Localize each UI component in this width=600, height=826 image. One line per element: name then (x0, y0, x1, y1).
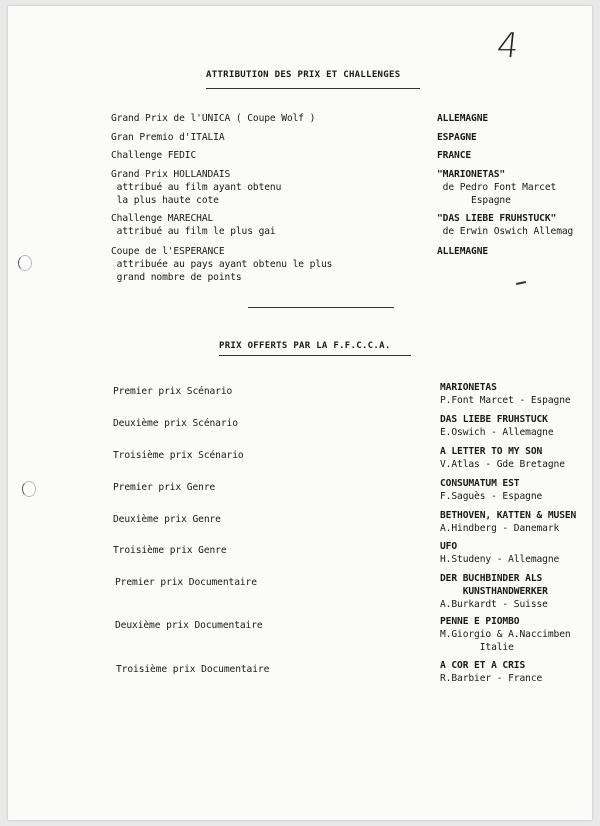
ffcca-film-title: A COR ET A CRIS (440, 660, 526, 671)
ffcca-film-title: MARIONETAS (440, 382, 497, 393)
ffcca-prize-label: Deuxième prix Scénario (113, 418, 238, 429)
ffcca-film-title: UFO (440, 541, 458, 552)
ffcca-prize-label: Deuxième prix Documentaire (115, 620, 263, 631)
ffcca-film-title-cont: KUNSTHANDWERKER (440, 586, 548, 597)
prize-winner: ESPAGNE (437, 132, 477, 143)
prize-winner: FRANCE (437, 150, 472, 161)
ffcca-prize-label: Troisième prix Documentaire (116, 664, 270, 675)
section2-title-underline (219, 355, 411, 356)
section1-title: ATTRIBUTION DES PRIX ET CHALLENGES (206, 70, 401, 80)
prize-description: attribué au film le plus gai (111, 226, 276, 237)
ffcca-author-country: V.Atlas - Gde Bretagne (440, 459, 565, 470)
ffcca-author-country: E.Oswich - Allemagne (440, 427, 554, 438)
prize-winner: ALLEMAGNE (437, 246, 489, 257)
page-number: 4 (494, 26, 521, 66)
prize-winner: "MARIONETAS" (437, 169, 506, 180)
prize-name: Coupe de l'ESPERANCE (111, 246, 225, 257)
ffcca-author-country: A.Hindberg - Danemark (440, 523, 560, 534)
ffcca-film-title: BETHOVEN, KATTEN & MUSEN (440, 510, 577, 521)
prize-name: Challenge FEDIC (111, 150, 197, 161)
prize-name: Grand Prix HOLLANDAIS (111, 169, 231, 180)
prize-name: Challenge MARECHAL (111, 213, 214, 224)
prize-description: attribuée au pays ayant obtenu le plus (111, 259, 333, 270)
ffcca-prize-label: Troisième prix Scénario (113, 450, 244, 461)
section1-title-underline (206, 88, 420, 89)
ffcca-prize-label: Premier prix Documentaire (115, 577, 257, 588)
prize-description: grand nombre de points (111, 272, 242, 283)
ffcca-film-title: CONSUMATUM EST (440, 478, 520, 489)
prize-winner-detail: Espagne (437, 195, 511, 206)
section-divider (248, 307, 394, 308)
punch-hole (18, 255, 32, 271)
ffcca-author-country: A.Burkardt - Suisse (440, 599, 548, 610)
ffcca-film-title: DAS LIEBE FRUHSTUCK (440, 414, 548, 425)
punch-hole (22, 481, 36, 497)
document-page (8, 6, 592, 820)
prize-name: Grand Prix de l'UNICA ( Coupe Wolf ) (111, 113, 316, 124)
ffcca-film-title: PENNE E PIOMBO (440, 616, 520, 627)
section2-title: PRIX OFFERTS PAR LA F.F.C.C.A. (219, 341, 391, 351)
prize-description: la plus haute cote (111, 195, 219, 206)
ffcca-prize-label: Premier prix Genre (113, 482, 216, 493)
ffcca-author-country-cont: Italie (440, 642, 514, 653)
ffcca-author-country: P.Font Marcet - Espagne (440, 395, 571, 406)
prize-description: attribué au film ayant obtenu (111, 182, 282, 193)
prize-winner: ALLEMAGNE (437, 113, 489, 124)
ffcca-film-title: DER BUCHBINDER ALS (440, 573, 543, 584)
prize-name: Gran Premio d'ITALIA (111, 132, 225, 143)
ffcca-author-country: H.Studeny - Allemagne (440, 554, 560, 565)
ffcca-author-country: R.Barbier - France (440, 673, 543, 684)
ffcca-prize-label: Troisième prix Genre (113, 545, 227, 556)
ffcca-prize-label: Deuxième prix Genre (113, 514, 221, 525)
prize-winner-detail: de Erwin Oswich Allemag (437, 226, 574, 237)
prize-winner-detail: de Pedro Font Marcet (437, 182, 557, 193)
ffcca-author-country: M.Giorgio & A.Naccimben (440, 629, 571, 640)
prize-winner: "DAS LIEBE FRUHSTUCK" (437, 213, 557, 224)
ffcca-author-country: F.Saguès - Espagne (440, 491, 543, 502)
ffcca-prize-label: Premier prix Scénario (113, 386, 233, 397)
ffcca-film-title: A LETTER TO MY SON (440, 446, 543, 457)
